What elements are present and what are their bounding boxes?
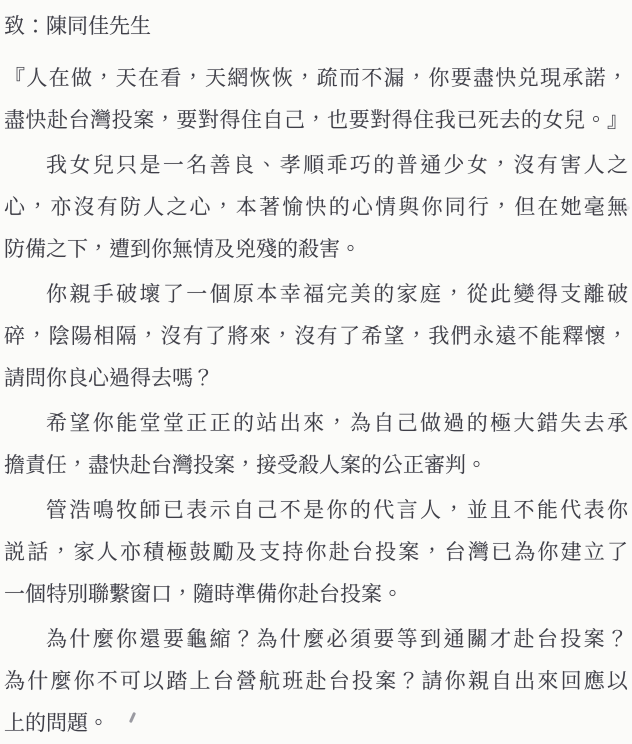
letter-line: 請問你良心過得去嗎？ [4,366,214,390]
paragraph-family-destroyed [4,273,628,399]
paragraph-quote [4,57,628,141]
letter-line: 碎，陰陽相隔，沒有了將來，沒有了希望，我們永遠不能釋懷， [4,324,628,348]
paragraph-surrender-plea [4,402,628,486]
letter-line: 盡快赴台灣投案，要對得住自己，也要對得住我已死去的女兒。』 [4,108,628,132]
scan-artifact-smudge [624,206,630,210]
letter-line: 管浩鳴牧師已表示自己不是你的代言人，並且不能代表你 [46,498,628,522]
letter-line: 你親手破壞了一個原本幸福完美的家庭，從此變得支離破 [46,282,628,306]
salutation-paragraph [4,5,628,47]
letter-line: 為什麼你不可以踏上台營航班赴台投案？請你親自出來回應以 [4,669,628,693]
paragraph-questions [4,618,628,744]
letter-line: 心，亦沒有防人之心，本著愉快的心情與你同行，但在她毫無 [4,195,628,219]
paragraph-daughter [4,144,628,270]
letter-line: 我女兒只是一名善良、孝順乖巧的普通少女，沒有害人之 [46,153,628,177]
letter-line: 為什麼你還要龜縮？為什麼必須要等到通關才赴台投案？ [46,627,628,651]
letter-line: 擔責任，盡快赴台灣投案，接受殺人案的公正審判。 [4,453,487,477]
letter-line: 一個特別聯繫窗口，隨時準備你赴台投案。 [4,582,403,606]
letter-line: 希望你能堂堂正正的站出來，為自己做過的極大錯失去承 [46,411,628,435]
letter-line: 防備之下，遭到你無情及兇殘的殺害。 [4,237,361,261]
letter-line: 説話，家人亦積極鼓勵及支持你赴台投案，台灣已為你建立了 [4,540,628,564]
salutation-line: 致：陳同佳先生 [4,14,151,38]
paragraph-pastor [4,489,628,615]
letter-line: 『人在做，天在看，天網恢恢，疏而不漏，你要盡快兑現承諾， [4,66,628,90]
letter-line: 上的問題。 [4,711,109,735]
